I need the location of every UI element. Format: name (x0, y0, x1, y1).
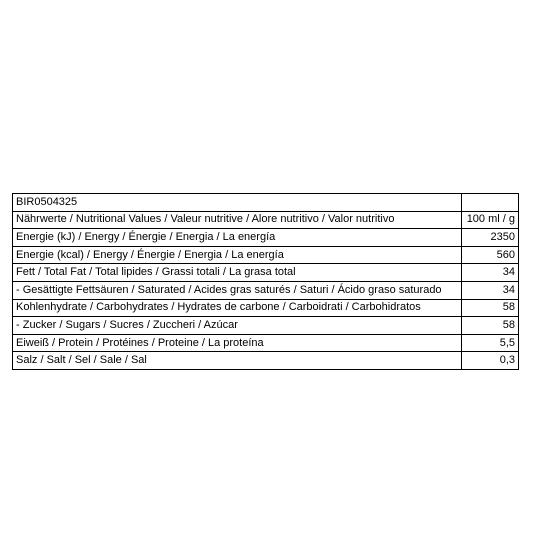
nutrient-label: Eiweiß / Protein / Protéines / Proteine / La proteína (13, 334, 462, 352)
table-row-product-code (13, 194, 519, 212)
nutrient-value: 34 (462, 264, 519, 282)
table-row (13, 334, 519, 352)
nutrient-value: 0,3 (462, 352, 519, 370)
nutrient-label: Energie (kJ) / Energy / Énergie / Energia / La energía (13, 229, 462, 247)
nutrient-label: Kohlenhydrate / Carbohydrates / Hydrates de carbone / Carboidrati / Carbohidratos (13, 299, 462, 317)
nutrient-label: - Zucker / Sugars / Sucres / Zuccheri / Azúcar (13, 317, 462, 335)
nutrient-value: 2350 (462, 229, 519, 247)
nutritional-values-header: Nährwerte / Nutritional Values / Valeur nutritive / Alore nutritivo / Valor nutritivo (13, 211, 462, 229)
table-row-header (13, 211, 519, 229)
nutrition-table (12, 193, 519, 370)
nutrient-value: 5,5 (462, 334, 519, 352)
nutrient-value: 58 (462, 317, 519, 335)
nutrient-label: Fett / Total Fat / Total lipides / Grassi totali / La grasa total (13, 264, 462, 282)
table-row (13, 246, 519, 264)
product-code: BIR0504325 (13, 194, 462, 212)
nutrient-label: Salz / Salt / Sel / Sale / Sal (13, 352, 462, 370)
table-row (13, 352, 519, 370)
nutrient-value: 58 (462, 299, 519, 317)
product-code-value-empty (462, 194, 519, 212)
table-row (13, 281, 519, 299)
table-row (13, 229, 519, 247)
nutrient-value: 560 (462, 246, 519, 264)
nutrient-label: - Gesättigte Fettsäuren / Saturated / Acides gras saturés / Saturi / Ácido graso saturado (13, 281, 462, 299)
table-row (13, 317, 519, 335)
table-row (13, 299, 519, 317)
nutrient-value: 34 (462, 281, 519, 299)
unit-header: 100 ml / g (462, 211, 519, 229)
nutrient-label: Energie (kcal) / Energy / Énergie / Energia / La energía (13, 246, 462, 264)
table-row (13, 264, 519, 282)
